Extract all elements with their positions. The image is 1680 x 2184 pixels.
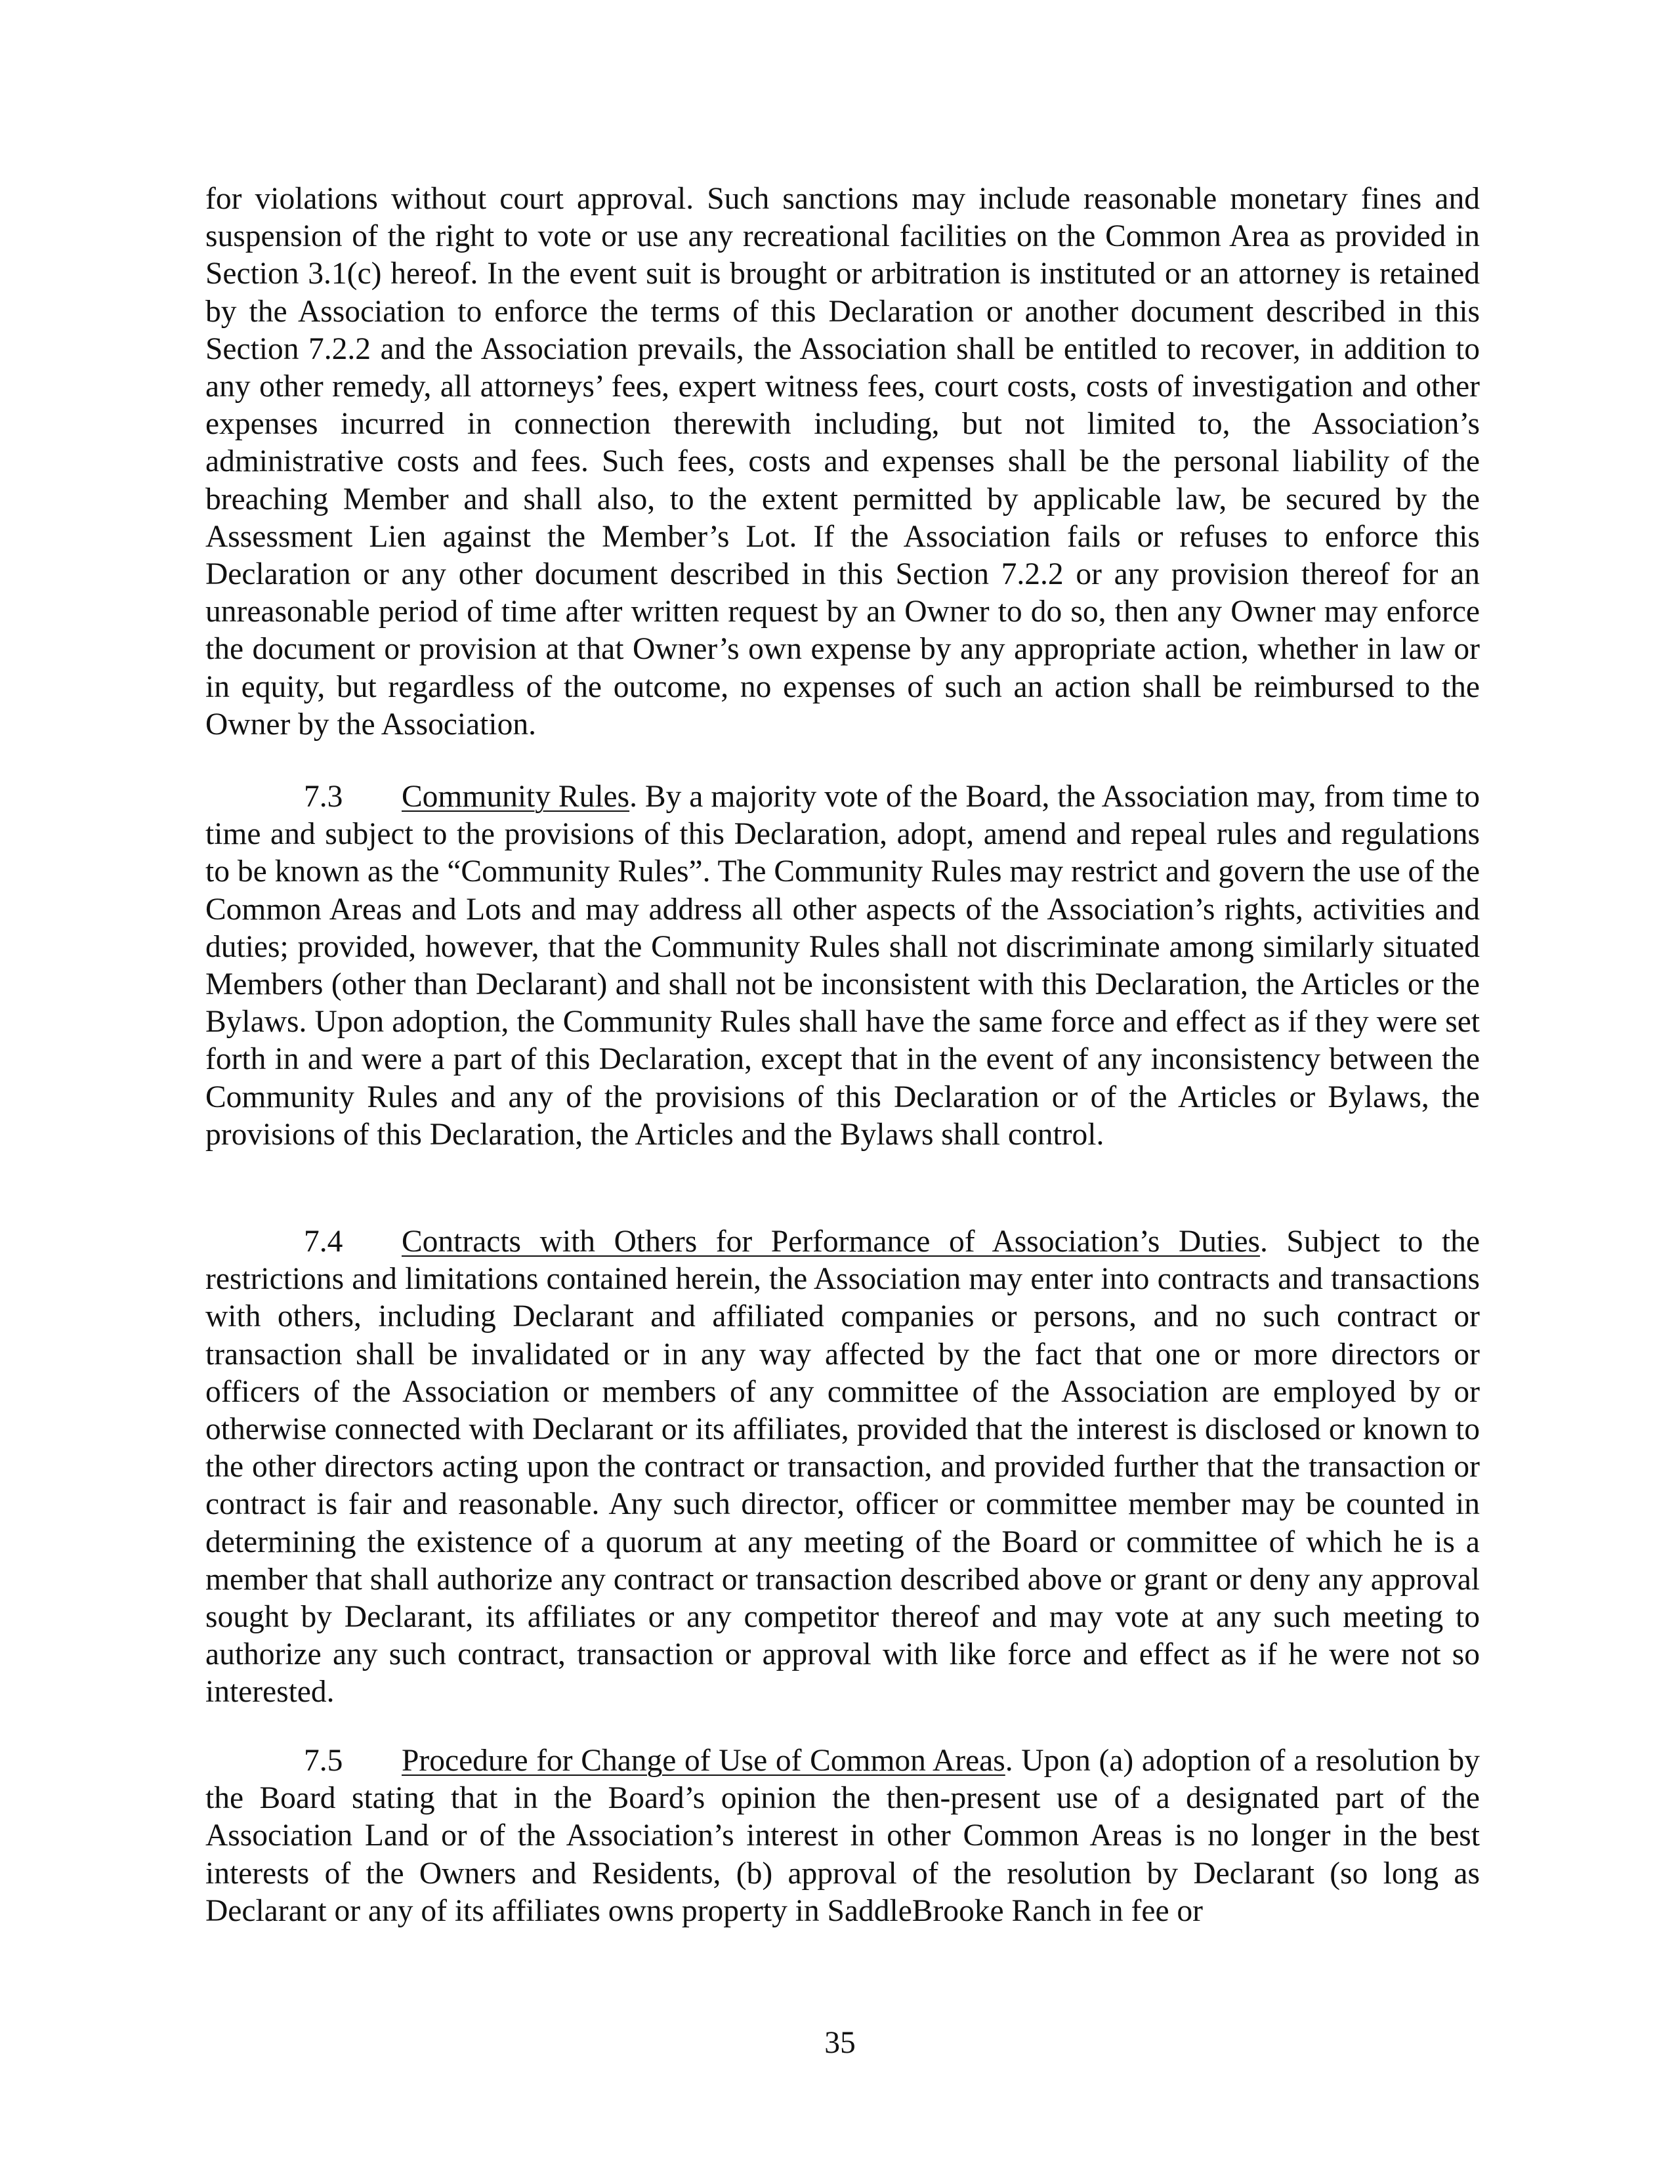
section-heading: Contracts with Others for Performance of Association’s Duties: [402, 1225, 1260, 1259]
section-text: . Upon (a) adoption of a resolution by the Board stating that in the Board’s opinion the then-present use of a designated part of the Association Land or of the Association’s interest in other Common Areas is no longer in the best interests of the Owners and Residents, (b) approval of the resolution by Declarant (so long as Declarant or any of its affiliates owns property in SaddleBrooke Ranch in fee or: [205, 1744, 1480, 1928]
section-text: . Subject to the restrictions and limitations contained herein, the Association may enter into contracts and transactions with others, including Declarant and affiliated companies or persons, and no such contract or transaction shall be invalidated or in any way affected by the fact that one or more directors or officers of the Association or members of any committee of the Association are employed by or otherwise connected with Declarant or its affiliates, provided that the interest is disclosed or known to the other directors acting upon the contract or transaction, and provided further that the transaction or contract is fair and reasonable. Any such director, officer or committee member may be counted in determining the existence of a quorum at any meeting of the Board or committee of which he is a member that shall authorize any contract or transaction described above or grant or deny any approval sought by Declarant, its affiliates or any competitor thereof and may vote at any such meeting to authorize any such contract, transaction or approval with like force and effect as if he were not so interested.: [205, 1225, 1480, 1710]
section-heading: Community Rules: [402, 780, 630, 814]
paragraph-7-2-2-continued: [205, 180, 1480, 744]
section-number: 7.5: [304, 1744, 343, 1778]
paragraph-text: for violations without court approval. Such sanctions may include reasonable monetary fines and suspension of the right to vote or use any recreational facilities on the Common Area as provided in Section 3.1(c) hereof. In the event suit is brought or arbitration is instituted or an attorney is retained by the Association to enforce the terms of this Declaration or another document described in this Section 7.2.2 and the Association prevails, the Association shall be entitled to recover, in addition to any other remedy, all attorneys’ fees, expert witness fees, court costs, costs of investigation and other expenses incurred in connection therewith including, but not limited to, the Association’s administrative costs and fees. Such fees, costs and expenses shall be the personal liability of the breaching Member and shall also, to the extent permitted by applicable law, be secured by the Assessment Lien against the Member’s Lot. If the Association fails or refuses to enforce this Declaration or any other document described in this Section 7.2.2 or any provision thereof for an unreasonable period of time after written request by an Owner to do so, then any Owner may enforce the document or provision at that Owner’s own expense by any appropriate action, whether in law or in equity, but regardless of the outcome, no expenses of such an action shall be reimbursed to the Owner by the Association.: [205, 182, 1480, 742]
section-7-4: [205, 1223, 1480, 1712]
page-number: 35: [824, 2026, 856, 2060]
section-number: 7.3: [304, 780, 343, 814]
section-heading: Procedure for Change of Use of Common Areas: [402, 1744, 1005, 1778]
section-7-3: [205, 778, 1480, 1154]
section-text: . By a majority vote of the Board, the Association may, from time to time and subject to the provisions of this Declaration, adopt, amend and repeal rules and regulations to be known as the “Community Rules”. The Community Rules may restrict and govern the use of the Common Areas and Lots and may address all other aspects of the Association’s rights, activities and duties; provided, however, that the Community Rules shall not discriminate among similarly situated Members (other than Declarant) and shall not be inconsistent with this Declaration, the Articles or the Bylaws. Upon adoption, the Community Rules shall have the same force and effect as if they were set forth in and were a part of this Declaration, except that in the event of any inconsistency between the Community Rules and any of the provisions of this Declaration or of the Articles or Bylaws, the provisions of this Declaration, the Articles and the Bylaws shall control.: [205, 780, 1480, 1152]
section-number: 7.4: [304, 1225, 343, 1259]
section-7-5: [205, 1742, 1480, 1930]
